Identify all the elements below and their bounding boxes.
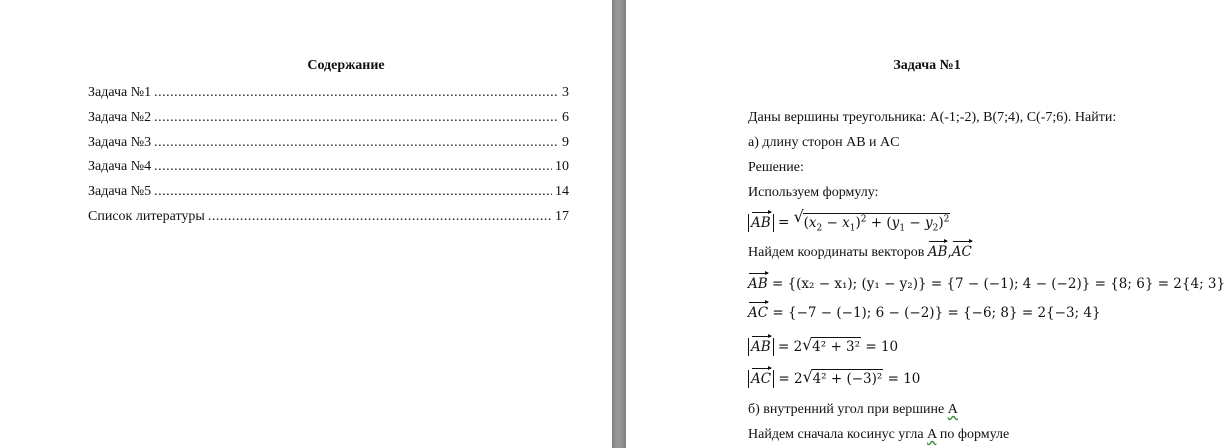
- toc-entry-page-number: 14: [555, 184, 569, 199]
- toc-entry[interactable]: [88, 158, 569, 176]
- toc-entry-label: Задача №2: [88, 110, 152, 125]
- length-ab-equation: AB = 2 √ 4² + 3² = 10: [748, 338, 898, 356]
- toc-leader-dots: [154, 183, 552, 201]
- toc-entry[interactable]: [88, 183, 569, 201]
- toc-entry-label: Задача №5: [88, 184, 152, 199]
- vector-ac-equation: AC = {−7 − (−1); 6 − (−2)} = {−6; 8} = 2{−3; 4}: [748, 305, 1101, 321]
- toc-entry-page-number: 10: [555, 159, 569, 174]
- toc-entry-page-number: 17: [555, 209, 569, 224]
- find-coords-line: Найдем координаты векторов AB,AC: [748, 244, 972, 260]
- toc-leader-dots: [154, 84, 559, 102]
- task-heading: Задача №1: [893, 58, 961, 73]
- toc-entry-page-number: 6: [562, 110, 569, 125]
- toc-entry[interactable]: [88, 84, 569, 102]
- given-text: Даны вершины треугольника: A(-1;-2), B(7;4), C(-7;6). Найти:: [748, 110, 1117, 125]
- toc-heading: Содержание: [307, 58, 385, 73]
- toc-entry[interactable]: [88, 208, 569, 226]
- toc-leader-dots: [154, 158, 552, 176]
- spellcheck-word: A: [927, 427, 937, 442]
- toc-leader-dots: [154, 109, 559, 127]
- spellcheck-word: A: [947, 402, 958, 417]
- length-ac-equation: AC = 2 √ 4² + (−3)² = 10: [748, 370, 920, 388]
- toc-entry-label: Задача №1: [88, 85, 152, 100]
- toc-entry[interactable]: [88, 109, 569, 127]
- toc-entry-label: Задача №4: [88, 159, 152, 174]
- distance-formula: AB = √ $(x_2 - x_1)^2 + (y_1 - y_2)^2$: [748, 210, 950, 237]
- toc-entry-label: Задача №3: [88, 135, 152, 150]
- vector-ab-equation: AB = {(x₂ − x₁); (y₁ − y₂)} = {7 − (−1); 4 − (−2)} = {8; 6} = 2{4; 3}: [748, 276, 1226, 292]
- part-a-text: а) длину сторон AB и AC: [748, 135, 900, 150]
- toc-entry-page-number: 3: [562, 85, 569, 100]
- toc-leader-dots: [208, 208, 552, 226]
- cosine-intro-text: Найдем сначала косинус угла A по формуле: [748, 427, 1010, 442]
- toc-entry[interactable]: [88, 134, 569, 152]
- solution-label: Решение:: [748, 160, 804, 175]
- part-b-text: б) внутренний угол при вершине A: [748, 402, 958, 417]
- toc-entry-label: Список литературы: [88, 209, 205, 224]
- toc-entry-page-number: 9: [562, 135, 569, 150]
- use-formula-text: Используем формулу:: [748, 185, 879, 200]
- toc-leader-dots: [154, 134, 559, 152]
